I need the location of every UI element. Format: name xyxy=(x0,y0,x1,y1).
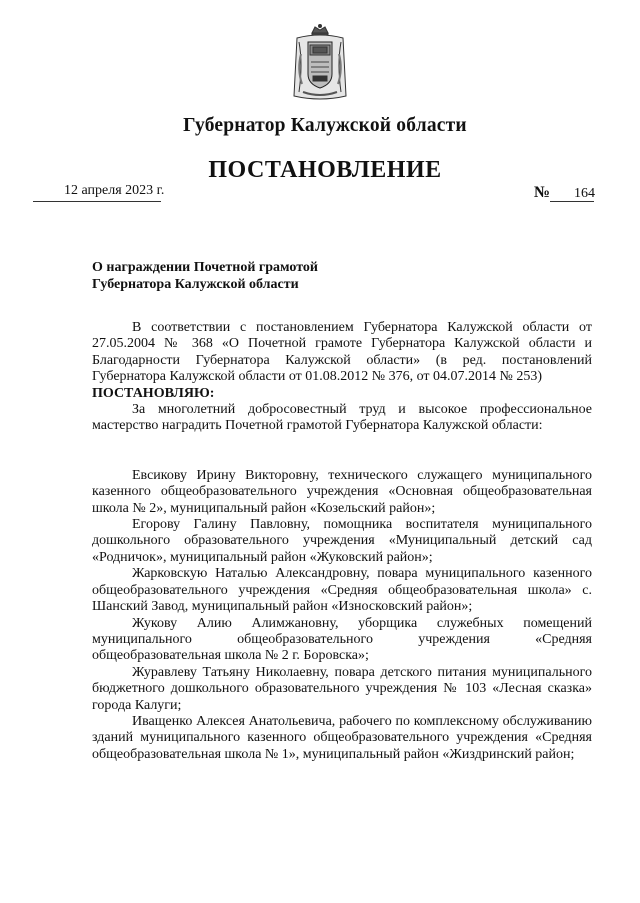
awardee-paragraph: Евсикову Ирину Викторовну, технического служащего муниципального казенного общеобразовательного учреждения «Основная общеобразовательная школа № 2», муниципальный район «Козельский район»; xyxy=(92,467,592,516)
number-underline xyxy=(550,201,594,202)
document-subject xyxy=(92,260,318,293)
awardee-paragraph: Жукову Алию Алимжановну, уборщика служебных помещений муниципального общеобразовательного учреждения «Средняя общеобразовательная школа № 2 г. Боровска»; xyxy=(92,615,592,664)
awardee-paragraph: Иващенко Алексея Анатольевича, рабочего по комплексному обслуживанию зданий муниципального казенного общеобразовательного учреждения «Средняя общеобразовательная школа № 1», муниципальный район «Жиздринский район; xyxy=(92,713,592,762)
awardee-paragraph: Жарковскую Наталью Александровну, повара муниципального казенного общеобразовательного учреждения «Средняя общеобразовательная школа» с. Шанский Завод, муниципальный район «Износковский район»; xyxy=(92,566,592,615)
number-sign: № xyxy=(534,184,551,201)
resolve-heading: ПОСТАНОВЛЯЮ: xyxy=(92,385,215,401)
preamble-paragraph: В соответствии с постановлением Губернатора Калужской области от 27.05.2004 № 368 «О Почетной грамоте Губернатора Калужской области и Благодарности Губернатора Калужской области» (в ред. постановлений Губернатора Калужской области от 01.08.2012 № 376, от 04.07.2014 № 253) xyxy=(92,320,592,385)
date-underline xyxy=(33,201,161,202)
document-body xyxy=(92,320,592,763)
subject-line-2: Губернатора Калужской области xyxy=(92,276,299,292)
intro-paragraph: За многолетний добросовестный труд и высокое профессиональное мастерство наградить Почетной грамотой Губернатора Калужской области: xyxy=(92,402,592,434)
subject-line-1: О награждении Почетной грамотой xyxy=(92,260,318,275)
awardee-paragraph: Журавлеву Татьяну Николаевну, повара детского питания муниципального бюджетного дошкольного образовательного учреждения № 103 «Лесная сказка» города Калуги; xyxy=(92,664,592,713)
issuing-authority: Губернатор Калужской области xyxy=(183,115,467,136)
document-date: 12 апреля 2023 г. xyxy=(64,183,165,198)
document-type-title: ПОСТАНОВЛЕНИЕ xyxy=(208,157,442,183)
kaluga-coat-of-arms-icon xyxy=(291,24,349,102)
document-number: 164 xyxy=(574,186,595,201)
awardee-paragraph: Егорову Галину Павловну, помощника воспитателя муниципального дошкольного образовательного учреждения «Муниципальный детский сад «Родничок», муниципальный район «Жуковский район»; xyxy=(92,517,592,565)
